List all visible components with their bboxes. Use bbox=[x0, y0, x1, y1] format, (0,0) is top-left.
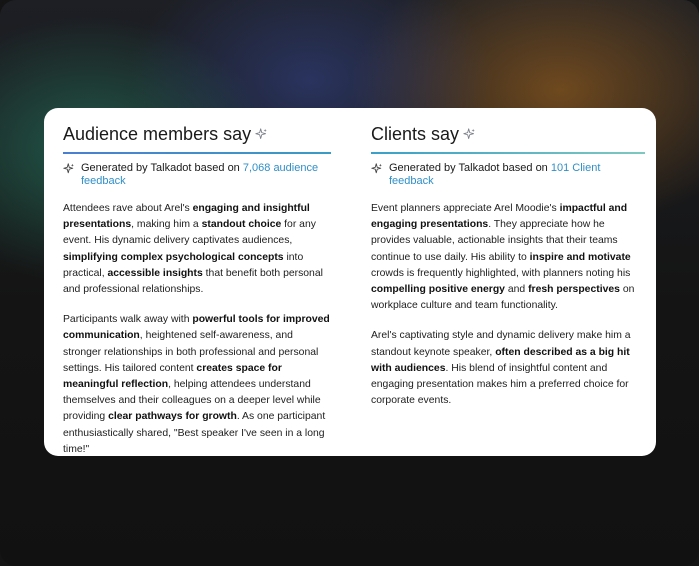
sparkle-icon bbox=[463, 128, 476, 141]
clients-paragraph-2 bbox=[371, 328, 645, 409]
text-segment: for any event. His dynamic delivery captivates audiences, bbox=[63, 219, 316, 247]
sparkle-icon bbox=[371, 163, 383, 175]
text-segment: that benefit both personal and professional relationships. bbox=[63, 267, 323, 296]
highlight-phrase: often described as a big hit with audiences bbox=[371, 346, 630, 374]
highlight-phrase: fresh perspectives bbox=[528, 284, 620, 296]
clients-generated-text bbox=[389, 162, 645, 188]
audience-title: Audience members say bbox=[63, 123, 252, 144]
generated-prefix: Generated by Talkadot based on bbox=[389, 162, 551, 174]
text-segment: , helping attendees understand themselves and their colleagues on a deeper level while providing bbox=[63, 379, 321, 423]
highlight-phrase: creates space for meaningful reflection bbox=[63, 362, 282, 391]
text-segment: into practical, bbox=[63, 251, 304, 279]
audience-paragraph-2 bbox=[63, 312, 331, 458]
audience-generated-text bbox=[81, 162, 331, 188]
audience-paragraph-1 bbox=[63, 201, 331, 298]
highlight-phrase: compelling positive energy bbox=[371, 284, 505, 296]
sparkle-icon bbox=[63, 163, 75, 175]
clients-paragraph-1 bbox=[371, 201, 645, 314]
highlight-phrase: accessible insights bbox=[107, 267, 203, 279]
highlight-phrase: clear pathways for growth bbox=[108, 411, 237, 423]
text-segment: , making him a bbox=[131, 219, 202, 231]
audience-title-underline bbox=[63, 152, 331, 154]
clients-column bbox=[371, 122, 645, 409]
highlight-phrase: inspire and motivate bbox=[529, 251, 631, 263]
text-segment: Arel's captivating style and dynamic delivery make him a standout keynote speaker, bbox=[371, 330, 631, 358]
text-segment: Event planners appreciate Arel Moodie's bbox=[371, 203, 560, 214]
text-segment: on workplace culture and team functionality. bbox=[371, 284, 635, 312]
highlight-phrase: powerful tools for improved communication bbox=[63, 314, 330, 342]
highlight-phrase: simplifying complex psychological concepts bbox=[63, 251, 284, 263]
testimonials-card bbox=[44, 108, 656, 456]
text-segment: and bbox=[504, 284, 529, 296]
highlight-phrase: standout choice bbox=[201, 219, 282, 231]
text-segment: Attendees rave about Arel's bbox=[63, 203, 193, 214]
client-feedback-link[interactable]: 101 Client feedback bbox=[389, 162, 601, 187]
text-segment: . His blend of insightful content and engaging presentation makes him a preferred choice for corporate events. bbox=[371, 362, 629, 407]
audience-column bbox=[63, 122, 331, 458]
clients-generated-note bbox=[371, 162, 645, 188]
highlight-phrase: impactful and engaging presentations bbox=[371, 203, 628, 231]
sparkle-icon bbox=[255, 128, 268, 141]
clients-title-row bbox=[371, 122, 645, 146]
text-segment: . As one participant enthusiastically shared, "Best speaker I've seen in a long time!" bbox=[63, 411, 326, 455]
text-segment: . They appreciate how he provides valuable, actionable insights that their teams continue to use daily. His ability to bbox=[371, 219, 618, 263]
audience-generated-note bbox=[63, 162, 331, 188]
text-segment: crowds is frequently highlighted, with planners noting his bbox=[371, 267, 631, 279]
audience-feedback-link[interactable]: 7,068 audience feedback bbox=[81, 162, 319, 187]
text-segment: , heightened self-awareness, and stronger relationships in both professional and personal settings. His tailored content bbox=[63, 330, 319, 374]
generated-prefix: Generated by Talkadot based on bbox=[81, 162, 243, 174]
clients-title: Clients say bbox=[371, 123, 460, 144]
audience-title-row bbox=[63, 122, 331, 146]
clients-title-underline bbox=[371, 152, 645, 154]
highlight-phrase: engaging and insightful presentations bbox=[63, 203, 310, 231]
text-segment: Participants walk away with bbox=[63, 314, 193, 326]
